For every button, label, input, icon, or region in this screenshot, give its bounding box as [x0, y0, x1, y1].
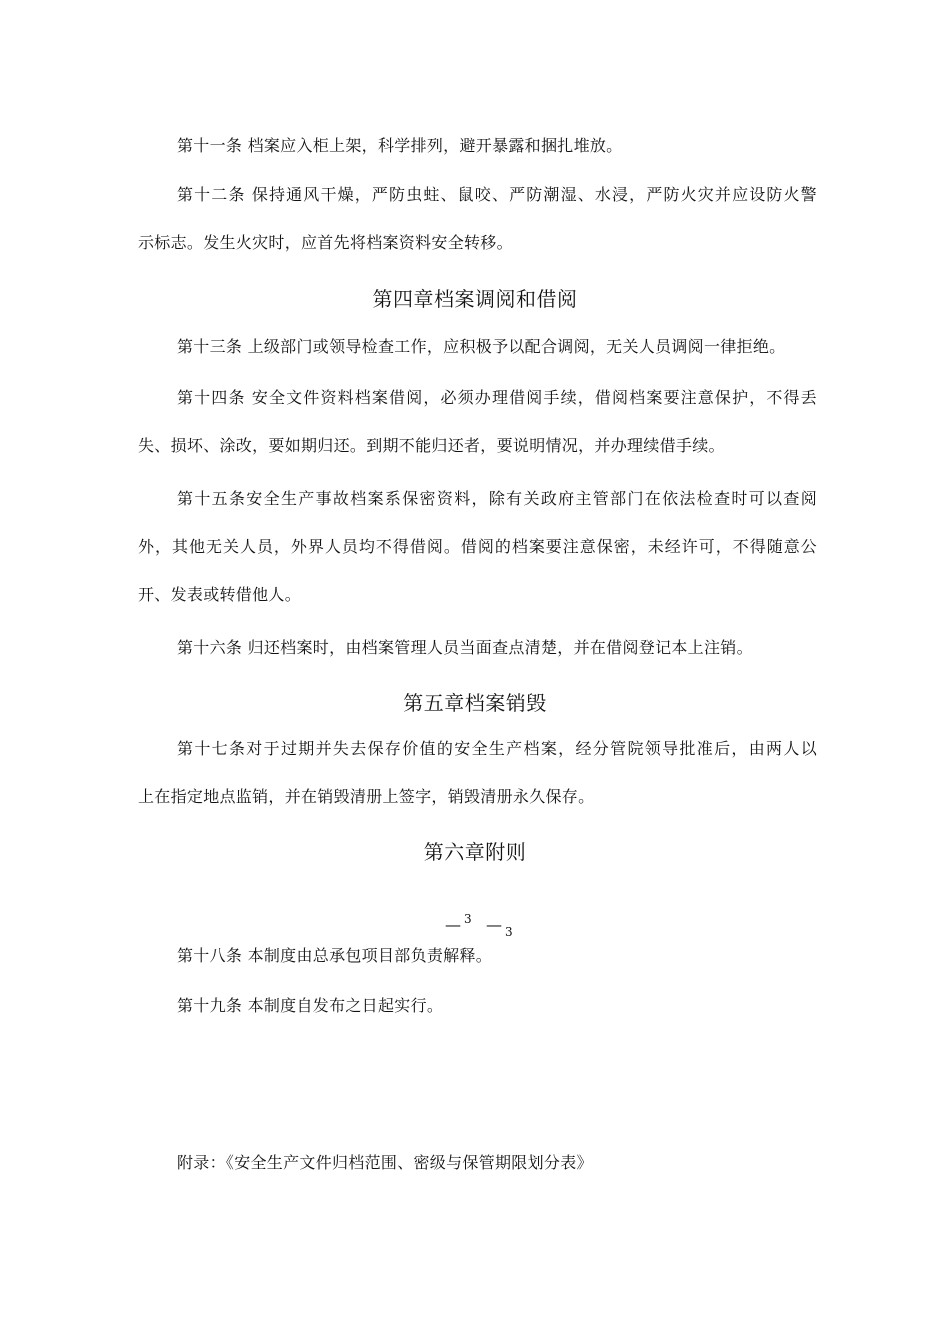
chapter-6-title: 第六章附则	[423, 840, 527, 864]
article-11: 第十一条 档案应入柜上架，科学排列，避开暴露和捆扎堆放。	[177, 136, 623, 155]
article-15-line-2: 外，其他无关人员，外界人员均不得借阅。借阅的档案要注意保密，未经许可，不得随意公	[138, 537, 817, 556]
article-16: 第十六条 归还档案时，由档案管理人员当面查点清楚，并在借阅登记本上注销。	[177, 638, 753, 657]
article-17-line-2: 上在指定地点监销，并在销毁清册上签字，销毁清册永久保存。	[138, 787, 595, 806]
article-17-line-1: 第十七条对于过期并失去保存价值的安全生产档案，经分管院领导批准后，由两人以	[177, 739, 817, 758]
chapter-5-title: 第五章档案销毁	[403, 691, 547, 715]
article-18: 第十八条 本制度由总承包项目部负责解释。	[177, 946, 493, 965]
article-15-line-1: 第十五条安全生产事故档案系保密资料，除有关政府主管部门在依法检查时可以查阅	[177, 489, 817, 508]
article-19: 第十九条 本制度自发布之日起实行。	[177, 996, 444, 1015]
article-13: 第十三条 上级部门或领导检查工作，应积极予以配合调阅，无关人员调阅一律拒绝。	[177, 337, 786, 356]
article-14-line-1: 第十四条 安全文件资料档案借阅，必须办理借阅手续，借阅档案要注意保护，不得丢	[177, 388, 817, 407]
chapter-4-title: 第四章档案调阅和借阅	[372, 287, 578, 311]
article-14-line-2: 失、损坏、涂改，要如期归还。到期不能归还者，要说明情况，并办理续借手续。	[138, 436, 725, 455]
article-15-line-3: 开、发表或转借他人。	[138, 585, 302, 604]
appendix-note: 附录：《安全生产文件归档范围、密级与保管期限划分表》	[177, 1153, 593, 1172]
page-number-value-2: 3	[505, 925, 513, 939]
page-number-dash-2: —	[486, 915, 502, 934]
article-12-line-1: 第十二条 保持通风干燥，严防虫蛀、鼠咬、严防潮湿、水浸，严防火灾并应设防火警	[177, 185, 817, 204]
page-number-dash-1: —	[445, 915, 461, 934]
article-12-line-2: 示标志。发生火灾时，应首先将档案资料安全转移。	[138, 233, 513, 252]
page-number-value-1: 3	[464, 912, 472, 926]
